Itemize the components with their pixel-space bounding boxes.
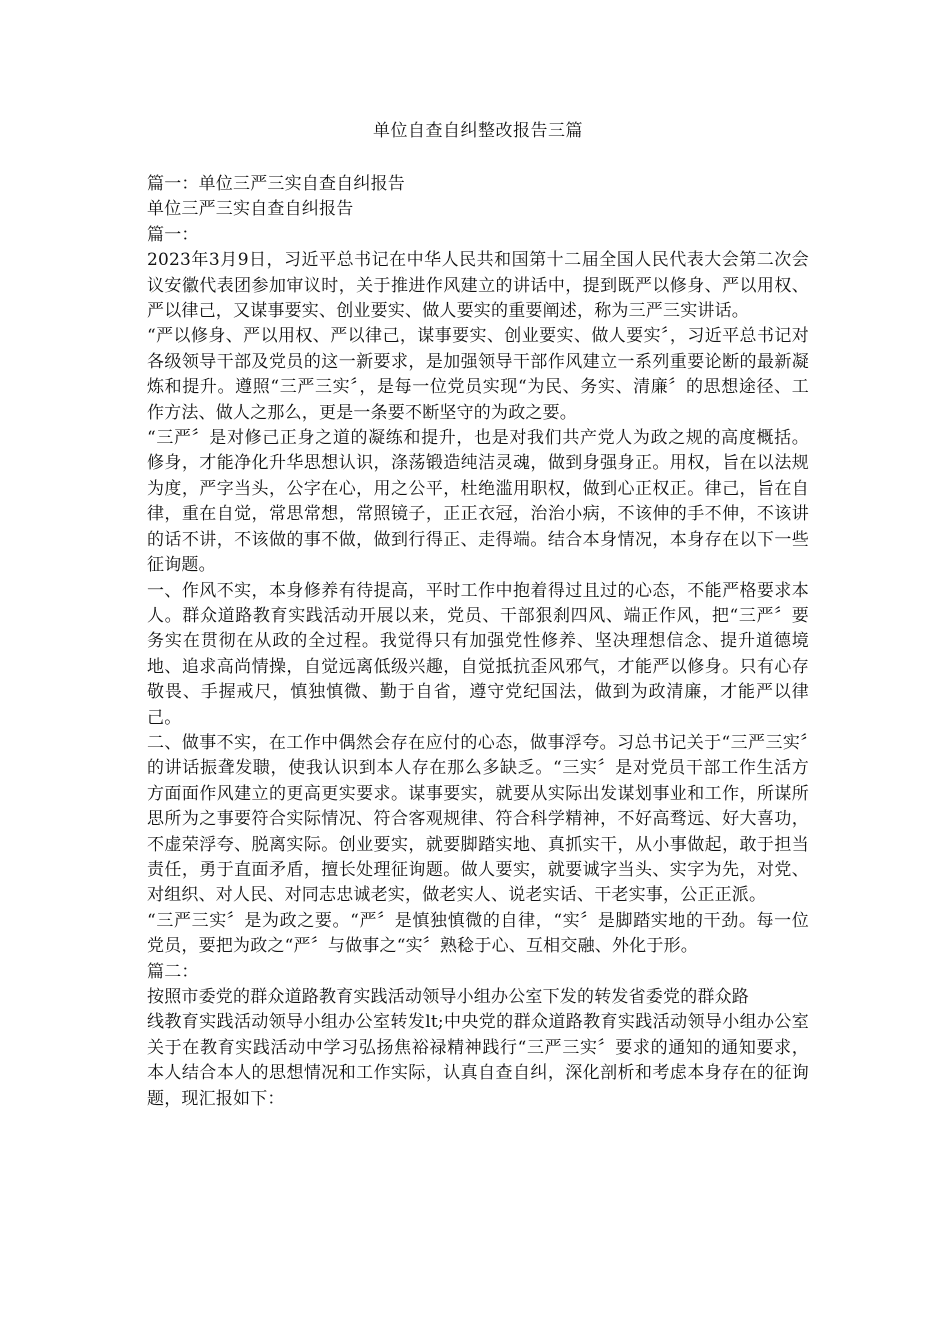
report-subtitle: 单位三严三实自查自纠报告 xyxy=(147,199,354,220)
body-paragraph: 线教育实践活动领导小组办公室转发lt;中央党的群众道路教育实践活动领导小组办公室关于在教育实践活动中学习弘扬焦裕禄精神践行“三严三实〞要求的通知的通知要求，本人结合本人的思想情况和工作实际，认真自查自纠，深化剖析和考虑本身存在的征询题，现汇报如下： xyxy=(147,1012,809,1109)
part-label-one: 篇一： xyxy=(147,224,199,245)
body-paragraph: “三严〞是对修己正身之道的凝练和提升，也是对我们共产党人为政之规的高度概括。修身，才能净化升华思想认识，涤荡锻造纯洁灵魂，做到身强身正。用权，旨在以法规为度，严字当头，公字在心，用之公平，杜绝滥用职权，做到心正权正。律己，旨在自律，重在自觉，常思常想，常照镜子，正正衣冠，治治小病，不该伸的手不伸，不该讲的话不讲，不该做的事不做，做到行得正、走得端。结合本身情况，本身存在以下一些征询题。 xyxy=(147,428,809,576)
document-page xyxy=(147,118,809,1112)
part-label-two: 篇二： xyxy=(147,961,199,982)
body-paragraph: “三严三实〞是为政之要。“严〞是慎独慎微的自律，“实〞是脚踏实地的干劲。每一位党员，要把为政之“严〞与做事之“实〞熟稔于心、互相交融、外化于形。 xyxy=(147,910,809,957)
body-paragraph: 二、做事不实，在工作中偶然会存在应付的心态，做事浮夸。习总书记关于“三严三实〞的讲话振聋发聩，使我认识到本人存在那么多缺乏。“三实〞是对党员干部工作生活方方面面作风建立的更高更实要求。谋事要实，就要从实际出发谋划事业和工作，所谋所思所为之事要符合实际情况、符合客观规律、符合科学精神，不好高骛远、好大喜功，不虚荣浮夸、脱离实际。创业要实，就要脚踏实地、真抓实干，从小事做起，敢于担当责任，勇于直面矛盾，擅长处理征询题。做人要实，就要诚字当头、实字为先，对党、对组织、对人民、对同志忠诚老实，做老实人、说老实话、干老实事，公正正派。 xyxy=(147,732,809,906)
document-title: 单位自查自纠整改报告三篇 xyxy=(373,121,583,141)
document-body xyxy=(147,172,809,1112)
body-paragraph: 按照市委党的群众道路教育实践活动领导小组办公室下发的转发省委党的群众路 xyxy=(147,987,749,1007)
body-paragraph: 2023年3月9日，习近平总书记在中华人民共和国第十二届全国人民代表大会第二次会议安徽代表团参加审议时，关于推进作风建立的讲话中，提到既严以修身、严以用权、严以律己，又谋事要实、创业要实、做人要实的重要阐述，称为三严三实讲话。 xyxy=(147,250,809,322)
section-heading-part-one: 篇一：单位三严三实自查自纠报告 xyxy=(147,174,405,194)
body-paragraph: 一、作风不实，本身修养有待提高，平时工作中抱着得过且过的心态，不能严格要求本人。群众道路教育实践活动开展以来，党员、干部狠刹四风、端正作风，把“三严〞要务实在贯彻在从政的全过程。我觉得只有加强党性修养、坚决理想信念、提升道德境地、追求高尚情操，自觉远离低级兴趣，自觉抵抗歪风邪气，才能严以修身。只有心存敬畏、手握戒尺，慎独慎微、勤于自省，遵守党纪国法，做到为政清廉，才能严以律己。 xyxy=(147,580,809,728)
body-paragraph: “严以修身、严以用权、严以律己，谋事要实、创业要实、做人要实〞，习近平总书记对各级领导干部及党员的这一新要求，是加强领导干部作风建立一系列重要论断的最新凝炼和提升。遵照“三严三实〞，是每一位党员实现“为民、务实、清廉〞的思想途径、工作方法、做人之那么，更是一条要不断坚守的为政之要。 xyxy=(147,326,809,423)
